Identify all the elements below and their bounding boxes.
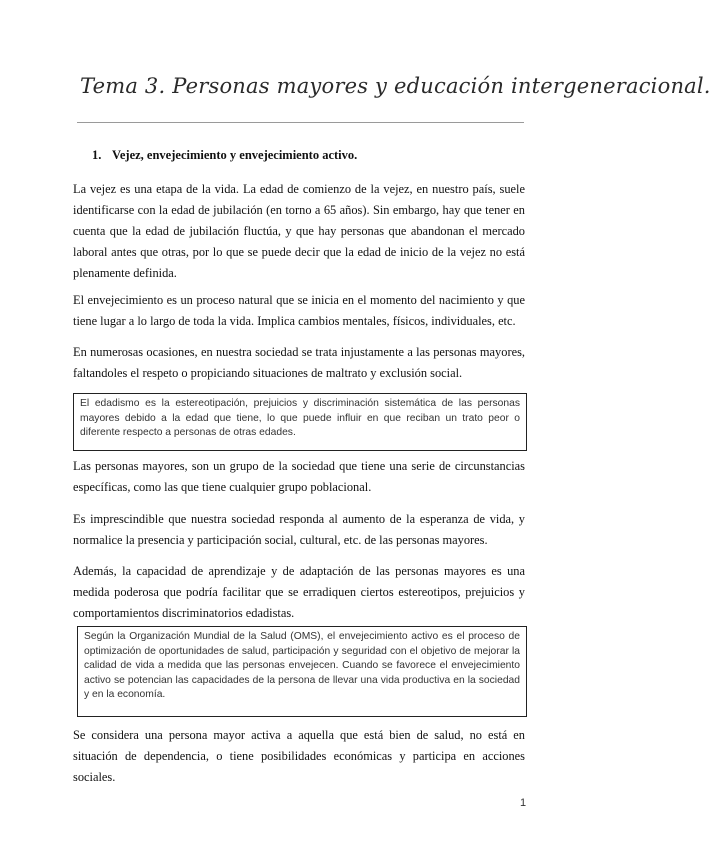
paragraph-aprendizaje: Además, la capacidad de aprendizaje y de adaptación de las personas mayores es una medida poderosa que podría facilitar que se erradiquen ciertos estereotipos, prejuicios y comportamientos discriminatorios edadistas. bbox=[73, 564, 525, 620]
paragraph-envejecimiento: El envejecimiento es un proceso natural que se inicia en el momento del nacimiento y que tiene lugar a lo largo de toda la vida. Implica cambios mentales, físicos, individuales, etc. bbox=[73, 293, 525, 328]
paragraph-esperanza-vida: Es imprescindible que nuestra sociedad responda al aumento de la esperanza de vida, y normalice la presencia y participación social, cultural, etc. de las personas mayores. bbox=[73, 512, 525, 547]
section-heading bbox=[92, 148, 357, 163]
page-number: 1 bbox=[520, 797, 527, 809]
title-divider bbox=[77, 122, 524, 123]
definition-box-edadismo: El edadismo es la estereotipación, prejuicios y discriminación sistemática de las personas mayores debido a la edad que tiene, lo que puede influir en que reciban un trato peor o diferente respecto a personas de otras edades. bbox=[73, 393, 527, 451]
section-number: 1. bbox=[92, 148, 102, 162]
paragraph-grupo-social: Las personas mayores, son un grupo de la sociedad que tiene una serie de circunstancias específicas, como las que tiene cualquier grupo poblacional. bbox=[73, 459, 525, 494]
paragraph-vejez: La vejez es una etapa de la vida. La edad de comienzo de la vejez, en nuestro país, suele identificarse con la edad de jubilación (en torno a 65 años). Sin embargo, hay que tener en cuenta que la edad de jubilación fluctúa, y que hay personas que abandonan el mercado laboral antes que otras, por lo que se puede decir que la edad de inicio de la vejez no está plenamente definida. bbox=[73, 182, 525, 280]
page-title: Tema 3. Personas mayores y educación intergeneracional. bbox=[80, 74, 711, 98]
paragraph-persona-activa: Se considera una persona mayor activa a aquella que está bien de salud, no está en situación de dependencia, o tiene posibilidades económicas y participa en acciones sociales. bbox=[73, 728, 525, 784]
section-heading-text: Vejez, envejecimiento y envejecimiento activo. bbox=[112, 148, 358, 162]
paragraph-trato-injusto: En numerosas ocasiones, en nuestra sociedad se trata injustamente a las personas mayores, faltandoles el respeto o propiciando situaciones de maltrato y exclusión social. bbox=[73, 345, 525, 380]
definition-box-oms: Según la Organización Mundial de la Salud (OMS), el envejecimiento activo es el proceso de optimización de oportunidades de salud, participación y seguridad con el objetivo de mejorar la calidad de vida a medida que las personas envejecen. Cuando se favorece el envejecimiento activo se potencian las capacidades de la persona de llevar una vida productiva en la sociedad y en la economía. bbox=[77, 626, 527, 717]
